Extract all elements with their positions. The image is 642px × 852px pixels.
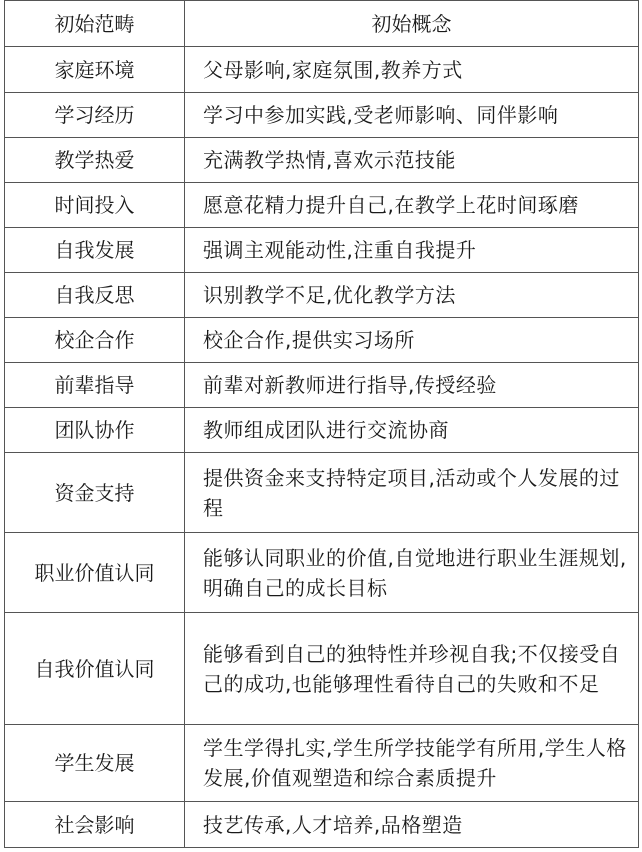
- table-row: [5, 363, 639, 408]
- concept-cell: 学习中参加实践,受老师影响、同伴影响: [185, 93, 639, 138]
- category-cell: 团队协作: [5, 408, 185, 453]
- concept-cell: 前辈对新教师进行指导,传授经验: [185, 363, 639, 408]
- table-row: [5, 453, 639, 533]
- concept-cell: 强调主观能动性,注重自我提升: [185, 228, 639, 273]
- category-cell: 自我价值认同: [5, 613, 185, 725]
- table-row: [5, 47, 639, 93]
- concept-cell: 学生学得扎实,学生所学技能学有所用,学生人格发展,价值观塑造和综合素质提升: [185, 725, 639, 802]
- header-category: 初始范畴: [5, 1, 185, 47]
- category-cell: 家庭环境: [5, 47, 185, 93]
- concept-cell: 能够认同职业的价值,自觉地进行职业生涯规划,明确自己的成长目标: [185, 533, 639, 613]
- category-cell: 校企合作: [5, 318, 185, 363]
- concept-cell: 识别教学不足,优化教学方法: [185, 273, 639, 318]
- concept-cell: 充满教学热情,喜欢示范技能: [185, 138, 639, 183]
- concept-cell: 父母影响,家庭氛围,教养方式: [185, 47, 639, 93]
- header-concept: 初始概念: [185, 1, 639, 47]
- category-cell: 职业价值认同: [5, 533, 185, 613]
- category-cell: 学生发展: [5, 725, 185, 802]
- concept-cell: 能够看到自己的独特性并珍视自我;不仅接受自己的成功,也能够理性看待自己的失败和不足: [185, 613, 639, 725]
- category-cell: 学习经历: [5, 93, 185, 138]
- category-cell: 时间投入: [5, 183, 185, 228]
- table-row: [5, 613, 639, 725]
- table-row: [5, 138, 639, 183]
- category-cell: 前辈指导: [5, 363, 185, 408]
- concept-cell: 提供资金来支持特定项目,活动或个人发展的过程: [185, 453, 639, 533]
- category-cell: 自我发展: [5, 228, 185, 273]
- concept-cell: 愿意花精力提升自己,在教学上花时间琢磨: [185, 183, 639, 228]
- table-row: [5, 228, 639, 273]
- concept-cell: 技艺传承,人才培养,品格塑造: [185, 802, 639, 848]
- concept-cell: 教师组成团队进行交流协商: [185, 408, 639, 453]
- table-row: [5, 802, 639, 848]
- table-row: [5, 273, 639, 318]
- table-row: [5, 93, 639, 138]
- table-row: [5, 533, 639, 613]
- category-cell: 教学热爱: [5, 138, 185, 183]
- concept-table: [4, 0, 639, 848]
- table-row: [5, 408, 639, 453]
- table-row: [5, 183, 639, 228]
- header-row: [5, 1, 639, 47]
- category-cell: 社会影响: [5, 802, 185, 848]
- table-row: [5, 318, 639, 363]
- category-cell: 自我反思: [5, 273, 185, 318]
- category-cell: 资金支持: [5, 453, 185, 533]
- table-row: [5, 725, 639, 802]
- concept-cell: 校企合作,提供实习场所: [185, 318, 639, 363]
